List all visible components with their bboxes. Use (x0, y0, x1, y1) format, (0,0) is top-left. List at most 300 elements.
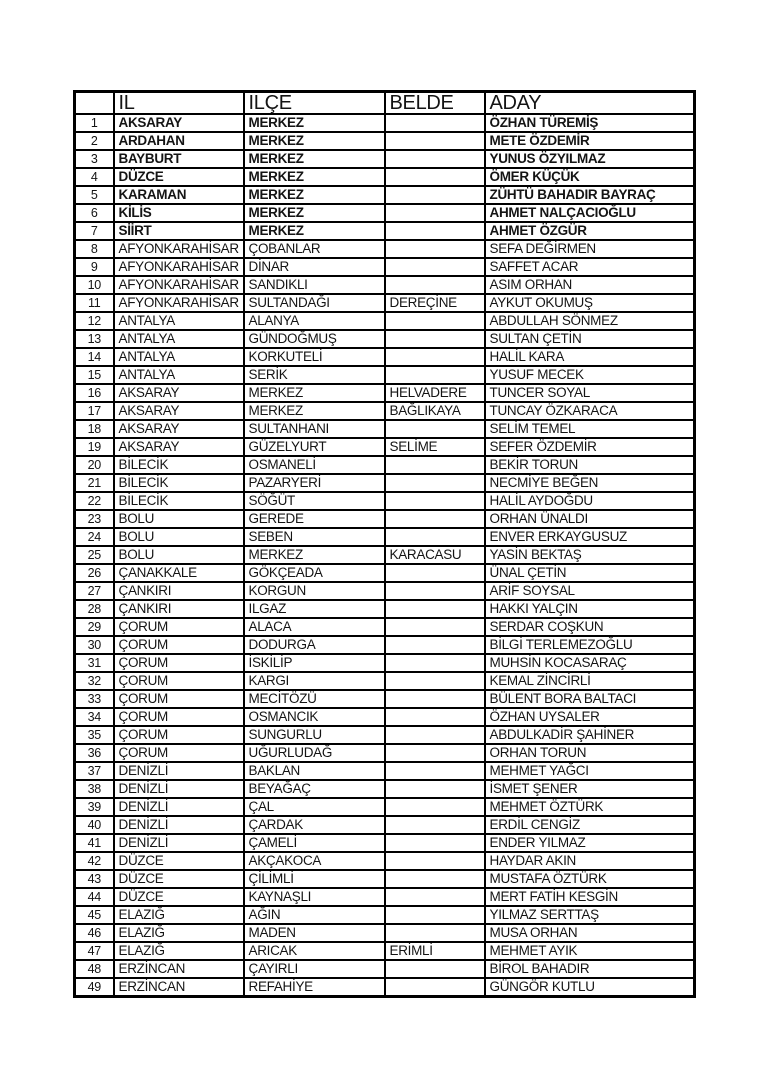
table-row (75, 816, 695, 834)
cell-il: BOLU (114, 528, 244, 546)
cell-ilce: ÇAYIRLI (244, 960, 385, 978)
cell-number: 5 (75, 186, 114, 204)
table-row (75, 240, 695, 258)
table-row (75, 906, 695, 924)
cell-number: 27 (75, 582, 114, 600)
cell-il: ÇORUM (114, 708, 244, 726)
table-row (75, 528, 695, 546)
cell-number: 28 (75, 600, 114, 618)
cell-il: DENİZLİ (114, 780, 244, 798)
cell-il: ANTALYA (114, 366, 244, 384)
cell-il: AFYONKARAHİSAR (114, 258, 244, 276)
cell-belde (385, 150, 485, 168)
cell-ilce: SERİK (244, 366, 385, 384)
cell-il: BOLU (114, 510, 244, 528)
cell-number: 20 (75, 456, 114, 474)
cell-number: 2 (75, 132, 114, 150)
cell-number: 48 (75, 960, 114, 978)
cell-belde (385, 924, 485, 942)
cell-ilce: ALACA (244, 618, 385, 636)
cell-ilce: OSMANCIK (244, 708, 385, 726)
cell-number: 32 (75, 672, 114, 690)
cell-ilce: MADEN (244, 924, 385, 942)
cell-il: AKSARAY (114, 384, 244, 402)
cell-belde: HELVADERE (385, 384, 485, 402)
cell-ilce: ARICAK (244, 942, 385, 960)
cell-aday: SEFA DEĞİRMEN (485, 240, 695, 258)
cell-belde (385, 456, 485, 474)
cell-ilce: BEYAĞAÇ (244, 780, 385, 798)
cell-aday: YUSUF MECEK (485, 366, 695, 384)
cell-belde (385, 276, 485, 294)
cell-aday: TUNCER SOYAL (485, 384, 695, 402)
cell-number: 18 (75, 420, 114, 438)
table-row (75, 762, 695, 780)
cell-aday: YUNUS ÖZYILMAZ (485, 150, 695, 168)
cell-il: ARDAHAN (114, 132, 244, 150)
table-row (75, 492, 695, 510)
cell-ilce: ÇOBANLAR (244, 240, 385, 258)
cell-aday: ÜNAL ÇETİN (485, 564, 695, 582)
cell-number: 14 (75, 348, 114, 366)
cell-il: ELAZIĞ (114, 942, 244, 960)
cell-belde (385, 240, 485, 258)
cell-ilce: KORKUTELİ (244, 348, 385, 366)
cell-belde (385, 978, 485, 997)
cell-belde (385, 366, 485, 384)
header-row (75, 92, 695, 115)
cell-il: BİLECİK (114, 474, 244, 492)
cell-number: 17 (75, 402, 114, 420)
cell-number: 35 (75, 726, 114, 744)
cell-ilce: MERKEZ (244, 132, 385, 150)
cell-ilce: KORGUN (244, 582, 385, 600)
cell-belde: ERİMLİ (385, 942, 485, 960)
cell-belde (385, 582, 485, 600)
cell-aday: TUNCAY ÖZKARACA (485, 402, 695, 420)
table-row (75, 654, 695, 672)
cell-aday: SELİM TEMEL (485, 420, 695, 438)
cell-ilce: GEREDE (244, 510, 385, 528)
table-row (75, 402, 695, 420)
cell-aday: MEHMET YAĞCI (485, 762, 695, 780)
table-row (75, 744, 695, 762)
header-cell-ilce: ILÇE (244, 92, 385, 115)
cell-ilce: MERKEZ (244, 168, 385, 186)
table-row (75, 780, 695, 798)
cell-ilce: İSKİLİP (244, 654, 385, 672)
cell-aday: HAYDAR AKIN (485, 852, 695, 870)
cell-ilce: MERKEZ (244, 222, 385, 240)
cell-number: 9 (75, 258, 114, 276)
cell-belde (385, 510, 485, 528)
cell-belde (385, 726, 485, 744)
cell-belde (385, 474, 485, 492)
cell-il: BOLU (114, 546, 244, 564)
cell-aday: AYKUT OKUMUŞ (485, 294, 695, 312)
cell-belde (385, 960, 485, 978)
cell-belde (385, 222, 485, 240)
cell-belde (385, 204, 485, 222)
cell-ilce: MERKEZ (244, 384, 385, 402)
cell-ilce: GÜNDOĞMUŞ (244, 330, 385, 348)
cell-number: 22 (75, 492, 114, 510)
cell-belde (385, 870, 485, 888)
cell-belde: KARACASU (385, 546, 485, 564)
cell-number: 31 (75, 654, 114, 672)
header-cell-aday: ADAY (485, 92, 695, 115)
cell-number: 23 (75, 510, 114, 528)
cell-ilce: ÇİLİMLİ (244, 870, 385, 888)
cell-ilce: MECİTÖZÜ (244, 690, 385, 708)
cell-number: 3 (75, 150, 114, 168)
cell-il: ÇORUM (114, 744, 244, 762)
cell-aday: MUSTAFA ÖZTÜRK (485, 870, 695, 888)
cell-belde (385, 186, 485, 204)
table-row (75, 438, 695, 456)
cell-ilce: SULTANHANI (244, 420, 385, 438)
cell-belde (385, 744, 485, 762)
table-row (75, 546, 695, 564)
cell-il: ÇORUM (114, 672, 244, 690)
cell-il: SİİRT (114, 222, 244, 240)
cell-aday: MUHSİN KOCASARAÇ (485, 654, 695, 672)
cell-belde (385, 528, 485, 546)
cell-ilce: AĞIN (244, 906, 385, 924)
cell-number: 24 (75, 528, 114, 546)
cell-number: 8 (75, 240, 114, 258)
cell-belde (385, 906, 485, 924)
cell-ilce: ÇARDAK (244, 816, 385, 834)
cell-number: 29 (75, 618, 114, 636)
cell-number: 30 (75, 636, 114, 654)
cell-number: 6 (75, 204, 114, 222)
cell-il: DÜZCE (114, 870, 244, 888)
cell-aday: ORHAN TORUN (485, 744, 695, 762)
cell-il: ÇORUM (114, 726, 244, 744)
cell-ilce: DİNAR (244, 258, 385, 276)
cell-ilce: MERKEZ (244, 150, 385, 168)
table-row (75, 582, 695, 600)
cell-number: 13 (75, 330, 114, 348)
table-row (75, 150, 695, 168)
cell-il: DENİZLİ (114, 762, 244, 780)
table-body (75, 114, 695, 997)
cell-ilce: KARGI (244, 672, 385, 690)
cell-number: 42 (75, 852, 114, 870)
cell-aday: MUSA ORHAN (485, 924, 695, 942)
cell-il: AFYONKARAHİSAR (114, 240, 244, 258)
cell-il: AKSARAY (114, 420, 244, 438)
cell-il: ÇORUM (114, 690, 244, 708)
cell-il: DÜZCE (114, 168, 244, 186)
cell-aday: ENVER ERKAYGUSUZ (485, 528, 695, 546)
header-cell-il: IL (114, 92, 244, 115)
cell-ilce: OSMANELİ (244, 456, 385, 474)
cell-number: 38 (75, 780, 114, 798)
cell-ilce: MERKEZ (244, 186, 385, 204)
table-row (75, 636, 695, 654)
table-row (75, 888, 695, 906)
table-row (75, 420, 695, 438)
table-row (75, 942, 695, 960)
table-row (75, 258, 695, 276)
table-row (75, 672, 695, 690)
cell-number: 36 (75, 744, 114, 762)
cell-belde (385, 654, 485, 672)
table-row (75, 132, 695, 150)
cell-aday: HALİL AYDOĞDU (485, 492, 695, 510)
cell-belde (385, 564, 485, 582)
cell-belde (385, 618, 485, 636)
table-row (75, 114, 695, 132)
cell-il: ANTALYA (114, 312, 244, 330)
cell-il: DENİZLİ (114, 834, 244, 852)
cell-belde (385, 168, 485, 186)
table-row (75, 564, 695, 582)
cell-aday: BİLGİ TERLEMEZOĞLU (485, 636, 695, 654)
cell-number: 44 (75, 888, 114, 906)
table-row (75, 366, 695, 384)
cell-belde (385, 420, 485, 438)
cell-ilce: UĞURLUDAĞ (244, 744, 385, 762)
table-row (75, 186, 695, 204)
cell-il: AKSARAY (114, 438, 244, 456)
cell-belde (385, 132, 485, 150)
cell-aday: MEHMET ÖZTÜRK (485, 798, 695, 816)
cell-aday: ABDULKADİR ŞAHİNER (485, 726, 695, 744)
cell-number: 43 (75, 870, 114, 888)
cell-belde (385, 114, 485, 132)
cell-il: DENİZLİ (114, 798, 244, 816)
cell-aday: ERDİL CENGİZ (485, 816, 695, 834)
cell-number: 11 (75, 294, 114, 312)
cell-aday: HALİL KARA (485, 348, 695, 366)
cell-number: 7 (75, 222, 114, 240)
cell-aday: AHMET NALÇACIOĞLU (485, 204, 695, 222)
cell-aday: ENDER YILMAZ (485, 834, 695, 852)
cell-number: 45 (75, 906, 114, 924)
cell-aday: ÖZHAN UYSALER (485, 708, 695, 726)
cell-il: KİLİS (114, 204, 244, 222)
cell-ilce: MERKEZ (244, 114, 385, 132)
cell-number: 26 (75, 564, 114, 582)
cell-il: ERZİNCAN (114, 960, 244, 978)
cell-il: ÇANAKKALE (114, 564, 244, 582)
table-row (75, 726, 695, 744)
cell-belde: DEREÇİNE (385, 294, 485, 312)
cell-ilce: ÇAL (244, 798, 385, 816)
cell-aday: ARİF SOYSAL (485, 582, 695, 600)
cell-il: ÇORUM (114, 654, 244, 672)
cell-number: 47 (75, 942, 114, 960)
cell-number: 4 (75, 168, 114, 186)
cell-aday: KEMAL ZİNCİRLİ (485, 672, 695, 690)
cell-aday: YILMAZ SERTTAŞ (485, 906, 695, 924)
cell-belde (385, 762, 485, 780)
cell-aday: ZÜHTÜ BAHADIR BAYRAÇ (485, 186, 695, 204)
table-row (75, 312, 695, 330)
cell-aday: BÜLENT BORA BALTACI (485, 690, 695, 708)
table-row (75, 348, 695, 366)
cell-belde (385, 690, 485, 708)
cell-ilce: MERKEZ (244, 546, 385, 564)
cell-number: 49 (75, 978, 114, 997)
cell-number: 19 (75, 438, 114, 456)
cell-ilce: SÖĞÜT (244, 492, 385, 510)
cell-number: 12 (75, 312, 114, 330)
cell-number: 16 (75, 384, 114, 402)
cell-ilce: MERKEZ (244, 402, 385, 420)
cell-belde (385, 780, 485, 798)
cell-number: 34 (75, 708, 114, 726)
cell-aday: NECMİYE BEĞEN (485, 474, 695, 492)
cell-ilce: DODURGA (244, 636, 385, 654)
cell-belde (385, 330, 485, 348)
cell-il: ANTALYA (114, 330, 244, 348)
cell-il: ERZİNCAN (114, 978, 244, 997)
table-row (75, 960, 695, 978)
cell-belde (385, 834, 485, 852)
cell-il: ÇORUM (114, 636, 244, 654)
table-row (75, 294, 695, 312)
table-row (75, 618, 695, 636)
cell-ilce: REFAHİYE (244, 978, 385, 997)
cell-belde: BAĞLIKAYA (385, 402, 485, 420)
cell-il: BİLECİK (114, 456, 244, 474)
cell-ilce: AKÇAKOCA (244, 852, 385, 870)
candidate-table (73, 90, 696, 998)
cell-aday: GÜNGÖR KUTLU (485, 978, 695, 997)
table-row (75, 204, 695, 222)
cell-aday: BİROL BAHADIR (485, 960, 695, 978)
cell-number: 41 (75, 834, 114, 852)
cell-belde (385, 852, 485, 870)
cell-il: BİLECİK (114, 492, 244, 510)
cell-il: AKSARAY (114, 114, 244, 132)
cell-belde (385, 492, 485, 510)
cell-ilce: MERKEZ (244, 204, 385, 222)
cell-aday: METE ÖZDEMİR (485, 132, 695, 150)
header-cell-number (75, 92, 114, 115)
cell-number: 1 (75, 114, 114, 132)
cell-il: DÜZCE (114, 888, 244, 906)
cell-il: DÜZCE (114, 852, 244, 870)
cell-il: BAYBURT (114, 150, 244, 168)
cell-aday: YASİN BEKTAŞ (485, 546, 695, 564)
cell-belde (385, 888, 485, 906)
cell-aday: MEHMET AYIK (485, 942, 695, 960)
cell-aday: SERDAR COŞKUN (485, 618, 695, 636)
cell-aday: SAFFET ACAR (485, 258, 695, 276)
cell-belde (385, 708, 485, 726)
cell-aday: AHMET ÖZGÜR (485, 222, 695, 240)
cell-ilce: GÜZELYURT (244, 438, 385, 456)
table-row (75, 510, 695, 528)
cell-number: 39 (75, 798, 114, 816)
table-row (75, 834, 695, 852)
cell-belde: SELİME (385, 438, 485, 456)
cell-ilce: SANDIKLI (244, 276, 385, 294)
cell-ilce: SULTANDAĞI (244, 294, 385, 312)
cell-number: 40 (75, 816, 114, 834)
table-row (75, 600, 695, 618)
cell-il: KARAMAN (114, 186, 244, 204)
cell-number: 37 (75, 762, 114, 780)
cell-il: ELAZIĞ (114, 924, 244, 942)
cell-ilce: SUNGURLU (244, 726, 385, 744)
cell-belde (385, 348, 485, 366)
cell-aday: ASIM ORHAN (485, 276, 695, 294)
table-row (75, 870, 695, 888)
table-row (75, 708, 695, 726)
cell-il: ELAZIĞ (114, 906, 244, 924)
table-row (75, 168, 695, 186)
cell-il: DENİZLİ (114, 816, 244, 834)
cell-belde (385, 798, 485, 816)
table-row (75, 978, 695, 997)
cell-ilce: ALANYA (244, 312, 385, 330)
table-row (75, 690, 695, 708)
cell-ilce: PAZARYERİ (244, 474, 385, 492)
cell-belde (385, 258, 485, 276)
cell-belde (385, 312, 485, 330)
table-row (75, 222, 695, 240)
table-row (75, 474, 695, 492)
table-row (75, 384, 695, 402)
cell-il: ANTALYA (114, 348, 244, 366)
table-row (75, 330, 695, 348)
cell-il: ÇORUM (114, 618, 244, 636)
cell-aday: ORHAN ÜNALDI (485, 510, 695, 528)
cell-number: 25 (75, 546, 114, 564)
cell-belde (385, 636, 485, 654)
cell-ilce: SEBEN (244, 528, 385, 546)
cell-aday: İSMET ŞENER (485, 780, 695, 798)
table-row (75, 852, 695, 870)
table-header (75, 92, 695, 115)
cell-ilce: KAYNAŞLI (244, 888, 385, 906)
cell-aday: BEKİR TORUN (485, 456, 695, 474)
cell-aday: MERT FATİH KESGİN (485, 888, 695, 906)
cell-il: ÇANKIRI (114, 582, 244, 600)
cell-aday: ABDULLAH SÖNMEZ (485, 312, 695, 330)
header-cell-belde: BELDE (385, 92, 485, 115)
cell-number: 33 (75, 690, 114, 708)
table-row (75, 456, 695, 474)
cell-ilce: GÖKÇEADA (244, 564, 385, 582)
cell-ilce: BAKLAN (244, 762, 385, 780)
cell-number: 15 (75, 366, 114, 384)
cell-number: 46 (75, 924, 114, 942)
cell-ilce: ÇAMELİ (244, 834, 385, 852)
cell-aday: ÖZHAN TÜREMİŞ (485, 114, 695, 132)
cell-belde (385, 600, 485, 618)
cell-belde (385, 672, 485, 690)
table-row (75, 924, 695, 942)
cell-number: 21 (75, 474, 114, 492)
table-row (75, 276, 695, 294)
cell-aday: HAKKI YALÇIN (485, 600, 695, 618)
cell-number: 10 (75, 276, 114, 294)
cell-belde (385, 816, 485, 834)
cell-il: ÇANKIRI (114, 600, 244, 618)
table-row (75, 798, 695, 816)
cell-ilce: ILGAZ (244, 600, 385, 618)
cell-il: AKSARAY (114, 402, 244, 420)
cell-il: AFYONKARAHİSAR (114, 294, 244, 312)
cell-il: AFYONKARAHİSAR (114, 276, 244, 294)
